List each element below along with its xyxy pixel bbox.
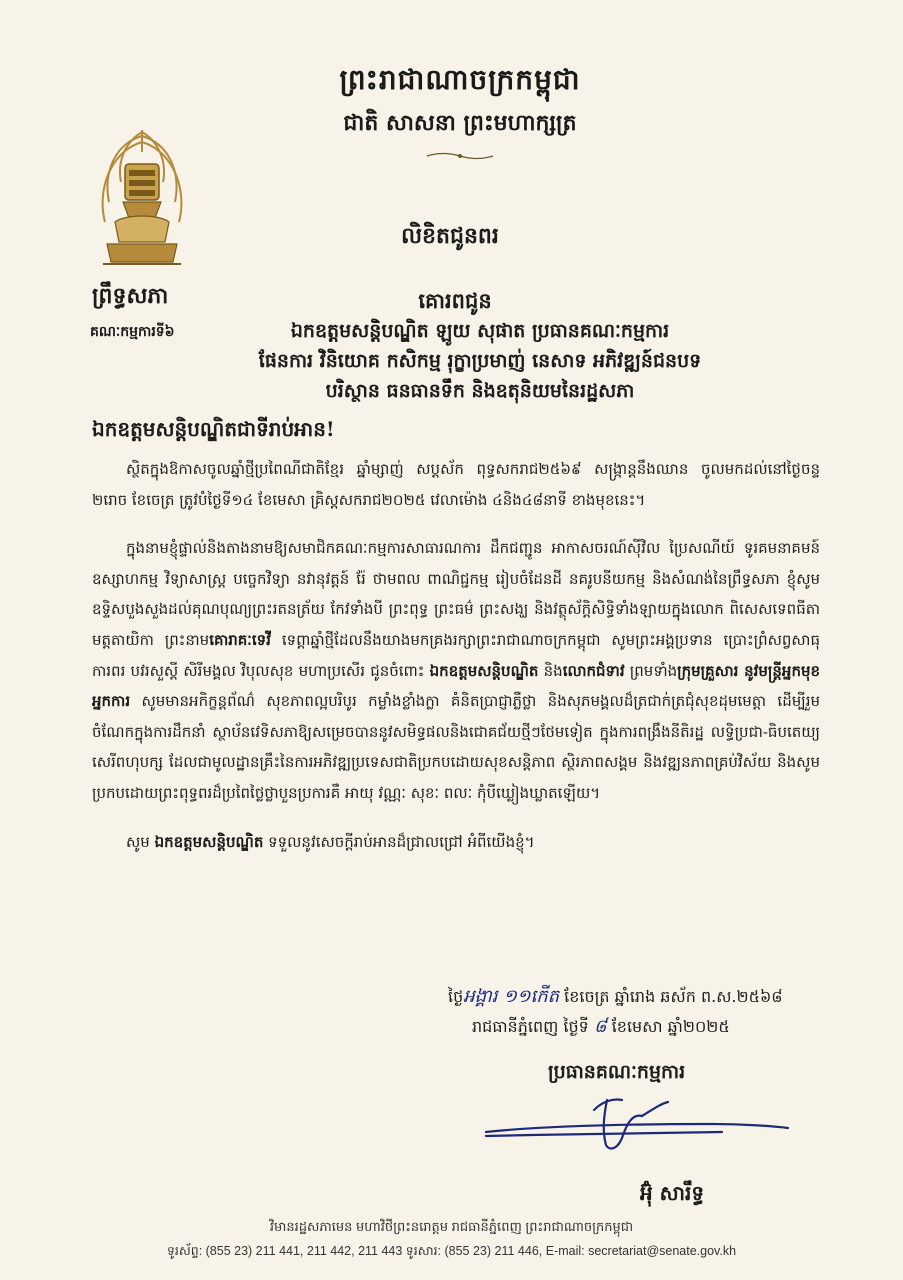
lunar-date-suffix: ខែចេត្រ ឆ្នាំរោង ឆស័ក ព.ស.២៥៦៨: [559, 987, 783, 1006]
lunar-date-handwritten: អង្គារ ១១កើត: [463, 986, 560, 1007]
recipient-block: [200, 316, 760, 406]
body-paragraph-2: [92, 533, 820, 808]
lunar-date-prefix: ថ្ងៃ: [448, 987, 464, 1006]
body-paragraph-3: [92, 827, 820, 858]
document-title: លិខិតជូនពរ: [401, 223, 499, 249]
ornament-divider-icon: [425, 151, 495, 161]
national-motto: ជាតិ សាសនា ព្រះមហាក្សត្រ: [343, 110, 577, 136]
p3-text-b: ទទួលនូវសេចក្តីរាប់អានដ៏ជ្រាលជ្រៅ អំពីយើងខ្ញុំ។: [263, 832, 535, 851]
family-phrase: ក្រុមគ្រួសារ នូវមន្ត្រីអ្នកមុខអ្នកការ: [92, 661, 821, 711]
signatory-name: អ៊ុំ សារឹទ្ធ: [640, 1181, 705, 1205]
lady-title: លោកជំទាវ: [562, 661, 625, 680]
solar-date-prefix: រាជធានីភ្នំពេញ ថ្ងៃទី: [472, 1017, 594, 1036]
senate-emblem-icon: [95, 122, 190, 272]
respect-to-label: គោរពជូន: [418, 288, 492, 313]
footer-contact: ទូរស័ព្ទ: (855 23) 211 441, 211 442, 211 443 ទូរសារ: (855 23) 211 446, E-mail: secretariat@senate.gov.kh: [166, 1244, 737, 1258]
p2-text-d: ព្រមទាំង: [624, 661, 678, 680]
recipient-line-1: ឯកឧត្តមសន្តិបណ្ឌិត ឡូយ សុផាត ប្រធានគណៈកម្មការ: [290, 320, 670, 342]
senate-label: ព្រឹទ្ធសភា: [92, 283, 169, 309]
excellency-title-closing: ឯកឧត្តមសន្តិបណ្ឌិត: [154, 832, 264, 851]
solar-date: [440, 1012, 830, 1042]
signatory-title: ប្រធានគណៈកម្មការ: [548, 1061, 686, 1083]
footer-address: វិមានរដ្ឋសភាមេន មហាវិថីព្រះនរោត្តម រាជធានីភ្នំពេញ ព្រះរាជាណាចក្រកម្ពុជា: [269, 1219, 634, 1234]
body-paragraph-1: ស្ថិតក្នុងឱកាសចូលឆ្នាំថ្មីប្រពៃណីជាតិខ្មែរ ឆ្នាំម្សាញ់ សប្តស័ក ពុទ្ធសករាជ២៥៦៩ សង្ក្រាន្តនឹងឈាន ចូលមកដល់នៅថ្ងៃចន្ទ ២រោច ខែចេត្រ ត្រូវបំថ្ងៃទី១៤ ខែមេសា គ្រិស្តសករាជ២០២៥ វេលាម៉ោង ៤និង៤៨នាទី ខាងមុខនេះ។: [92, 460, 820, 509]
kingdom-title: ព្រះរាជាណាចក្រកម្ពុជា: [339, 63, 581, 96]
commission-number: គណៈកម្មការទី៦: [90, 324, 175, 340]
excellency-title: ឯកឧត្តមសន្តិបណ្ឌិត: [429, 661, 539, 680]
solar-date-suffix: ខែមេសា ឆ្នាំ២០២៥: [606, 1017, 730, 1036]
recipient-line-2: ផែនការ វិនិយោគ កសិកម្ម រុក្ខាប្រមាញ់ នេសាទ អភិវឌ្ឍន៍ជនបទ: [258, 350, 702, 372]
p2-text-e: សូមមានអកិក្ខន្ដព័ណ៌ សុខភាពល្អបរិបូរ កម្លាំងខ្លាំងក្លា គំនិតប្រាជ្ញាភ្លឺថ្លា និងសុភមង្គលដ៏ត្រជាក់ត្រជុំសុខដុមមេត្តា ដើម្បីរួមចំណែកក្នុងការដឹកនាំ ស្ថាប័នវេទិសភាឱ្យសម្រេចបាននូវសមិទ្ធផលនិងជោគជ័យថ្មីៗថែមទៀត ក្នុងការពង្រឹងនីតិរដ្ឋ លទ្ធិប្រជា-ធិបតេយ្យ សេរីពហុបក្ស ដែលជាមូលដ្ឋានគ្រឹះនៃការអភិវឌ្ឍប្រទេសជាតិប្រកបដោយសុខសន្តិភាព ស្ថិរភាពសង្គម និងវឌ្ឍនភាពគ្រប់វិស័យ និងសូមប្រកបដោយព្រះពុទ្ធពរដ៏ប្រពៃថ្លៃថ្លាបួនប្រការគឺ អាយុ វណ្ណៈ សុខៈ ពលៈ កុំបីឃ្លៀងឃ្លាតឡើយ។: [92, 692, 820, 802]
solar-date-day: ៨: [593, 1016, 607, 1037]
handwritten-signature-icon: [482, 1090, 792, 1160]
letter-body: [92, 454, 820, 875]
date-block: [440, 982, 830, 1042]
goddess-name: គោរាគៈទេវី: [209, 630, 271, 649]
p3-text-a: សូម: [126, 832, 155, 851]
recipient-line-3: បរិស្ថាន ធនធានទឹក និងឧតុនិយមនៃរដ្ឋសភា: [325, 380, 635, 402]
letterhead-footer: [0, 1215, 903, 1262]
p2-text-c: និង: [538, 661, 563, 680]
p2-text-b: ទេព្ដាឆ្នាំថ្មីដែលនឹងយាងមកគ្រងរក្សាព្រះរាជាណាចក្រកម្ពុជា សូមព្រះអង្គប្រទាន ប្រោះព្រំសព្វសាធុការពរ បវរសួស្តី សិរីមង្គល វិបុលសុខ មហាប្រសើរ ជូនចំពោះ: [92, 630, 820, 680]
lunar-date: [440, 982, 830, 1012]
salutation: ឯកឧត្តមសន្តិបណ្ឌិតជាទីរាប់អាន!: [92, 417, 335, 441]
p2-text-a: ក្នុងនាមខ្ញុំផ្ទាល់និងតាងនាមឱ្យសមាជិកគណៈកម្មការសាធារណការ ដឹកជញ្ជូន អាកាសចរណ៍ស៊ីវិល ប្រៃសណីយ៍ ទូរគមនាគមន៍ ឧស្សាហកម្ម វិទ្យាសាស្ត្រ បច្ចេកវិទ្យា នវានុវត្តន៍ រ៉ែ ថាមពល ពាណិជ្ជកម្ម រៀបចំដែនដី នគរូបនីយកម្ម និងសំណង់នៃព្រឹទ្ធសភា ខ្ញុំសូមឧទ្ទិសបួងសួងដល់គុណបុណ្យព្រះរតនត្រ័យ កែវទាំងបី ព្រះពុទ្ធ ព្រះធម៌ ព្រះសង្ឃ និងវត្ថុស័ក្តិសិទ្ធិទាំងឡាយក្នុងលោក ពិសេសទេពធីតាមត្តតាយិកា ព្រះនាម: [92, 539, 820, 649]
letter-header: [290, 62, 630, 165]
